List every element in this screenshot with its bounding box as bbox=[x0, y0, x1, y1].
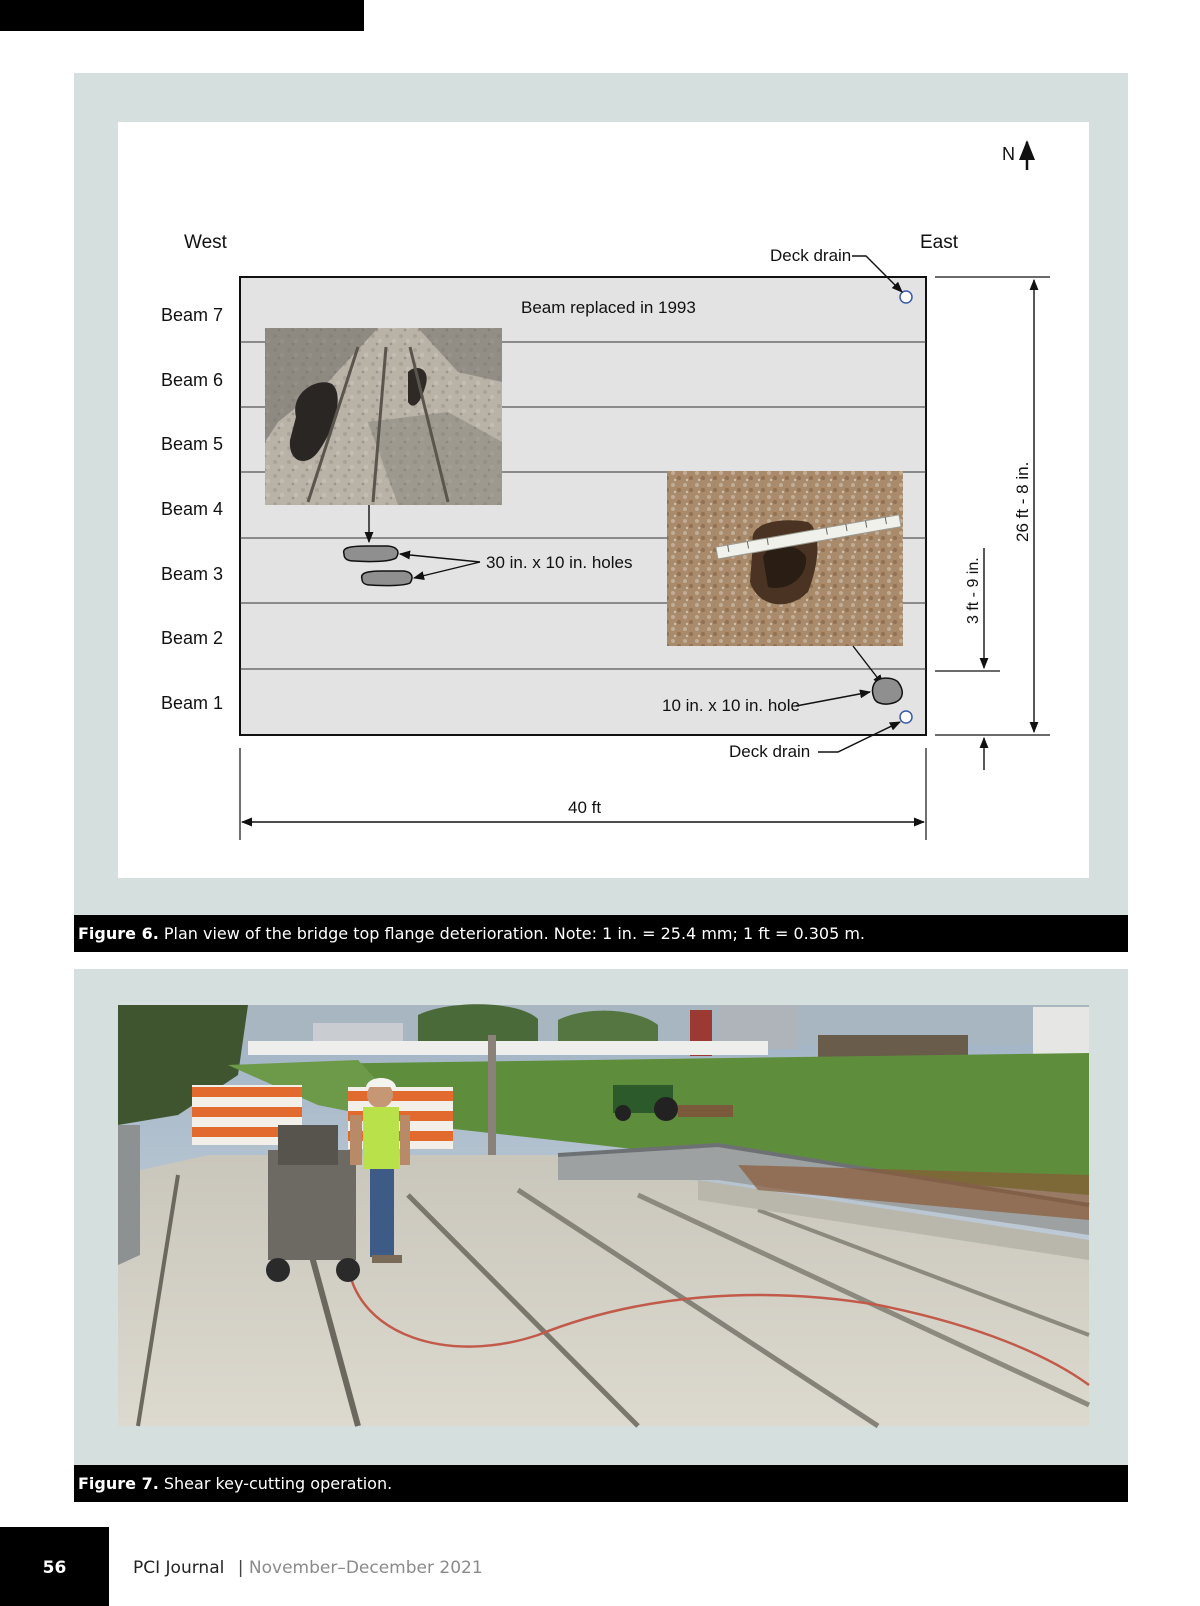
figure-6-caption-label: Figure 6. bbox=[78, 924, 159, 943]
figure-6-caption bbox=[74, 915, 1128, 952]
dim-beam-width-label: 3 ft - 9 in. bbox=[965, 557, 982, 624]
journal-footer bbox=[133, 1558, 483, 1578]
deterioration-photo-1 bbox=[265, 328, 502, 505]
deterioration-photo-2 bbox=[667, 471, 903, 646]
figure-7-caption-label: Figure 7. bbox=[78, 1474, 159, 1493]
shear-key-cutting-photo bbox=[74, 969, 1128, 1465]
beam-replaced-label: Beam replaced in 1993 bbox=[521, 298, 696, 317]
beam-label: Beam 2 bbox=[161, 628, 224, 648]
deck-drain-bottom-label: Deck drain bbox=[729, 742, 811, 761]
deck-drain-top-icon bbox=[900, 291, 912, 303]
figure-6-diagram bbox=[118, 122, 1089, 878]
figure-7-frame bbox=[74, 969, 1128, 1465]
hole-30x10-a bbox=[344, 546, 398, 562]
beam-label: Beam 5 bbox=[161, 434, 224, 454]
north-label: N bbox=[1002, 144, 1015, 164]
beam-label: Beam 4 bbox=[161, 499, 224, 519]
dim-width-label: 40 ft bbox=[568, 798, 602, 817]
figure-6-caption-text: Plan view of the bridge top flange deterioration. Note: 1 in. = 25.4 mm; 1 ft = 0.305 m. bbox=[158, 924, 865, 943]
dim-total-height-label: 26 ft - 8 in. bbox=[1013, 461, 1032, 542]
deck-drain-bottom-icon bbox=[900, 711, 912, 723]
west-label: West bbox=[184, 232, 227, 253]
hole-10x10 bbox=[873, 678, 903, 704]
issue-date: November–December 2021 bbox=[248, 1558, 483, 1578]
beam-label: Beam 6 bbox=[161, 370, 224, 390]
holes-30-label: 30 in. x 10 in. holes bbox=[486, 553, 633, 572]
deck-drain-top-label: Deck drain bbox=[770, 246, 852, 265]
journal-name: PCI Journal bbox=[133, 1558, 225, 1578]
header-bar bbox=[0, 0, 364, 31]
footer-separator: | bbox=[237, 1558, 244, 1578]
beam-label: Beam 7 bbox=[161, 305, 224, 325]
east-label: East bbox=[920, 232, 959, 253]
page-number: 56 bbox=[42, 1558, 67, 1578]
hole-10-label: 10 in. x 10 in. hole bbox=[662, 696, 800, 715]
figure-7-caption bbox=[74, 1465, 1128, 1502]
beam-label: Beam 3 bbox=[161, 564, 224, 584]
bridge-plan-svg bbox=[118, 122, 1089, 878]
figure-7-caption-text: Shear key-cutting operation. bbox=[158, 1474, 393, 1493]
beam-label: Beam 1 bbox=[161, 693, 224, 713]
hole-30x10-b bbox=[362, 571, 412, 586]
figure-6-frame bbox=[74, 73, 1128, 915]
